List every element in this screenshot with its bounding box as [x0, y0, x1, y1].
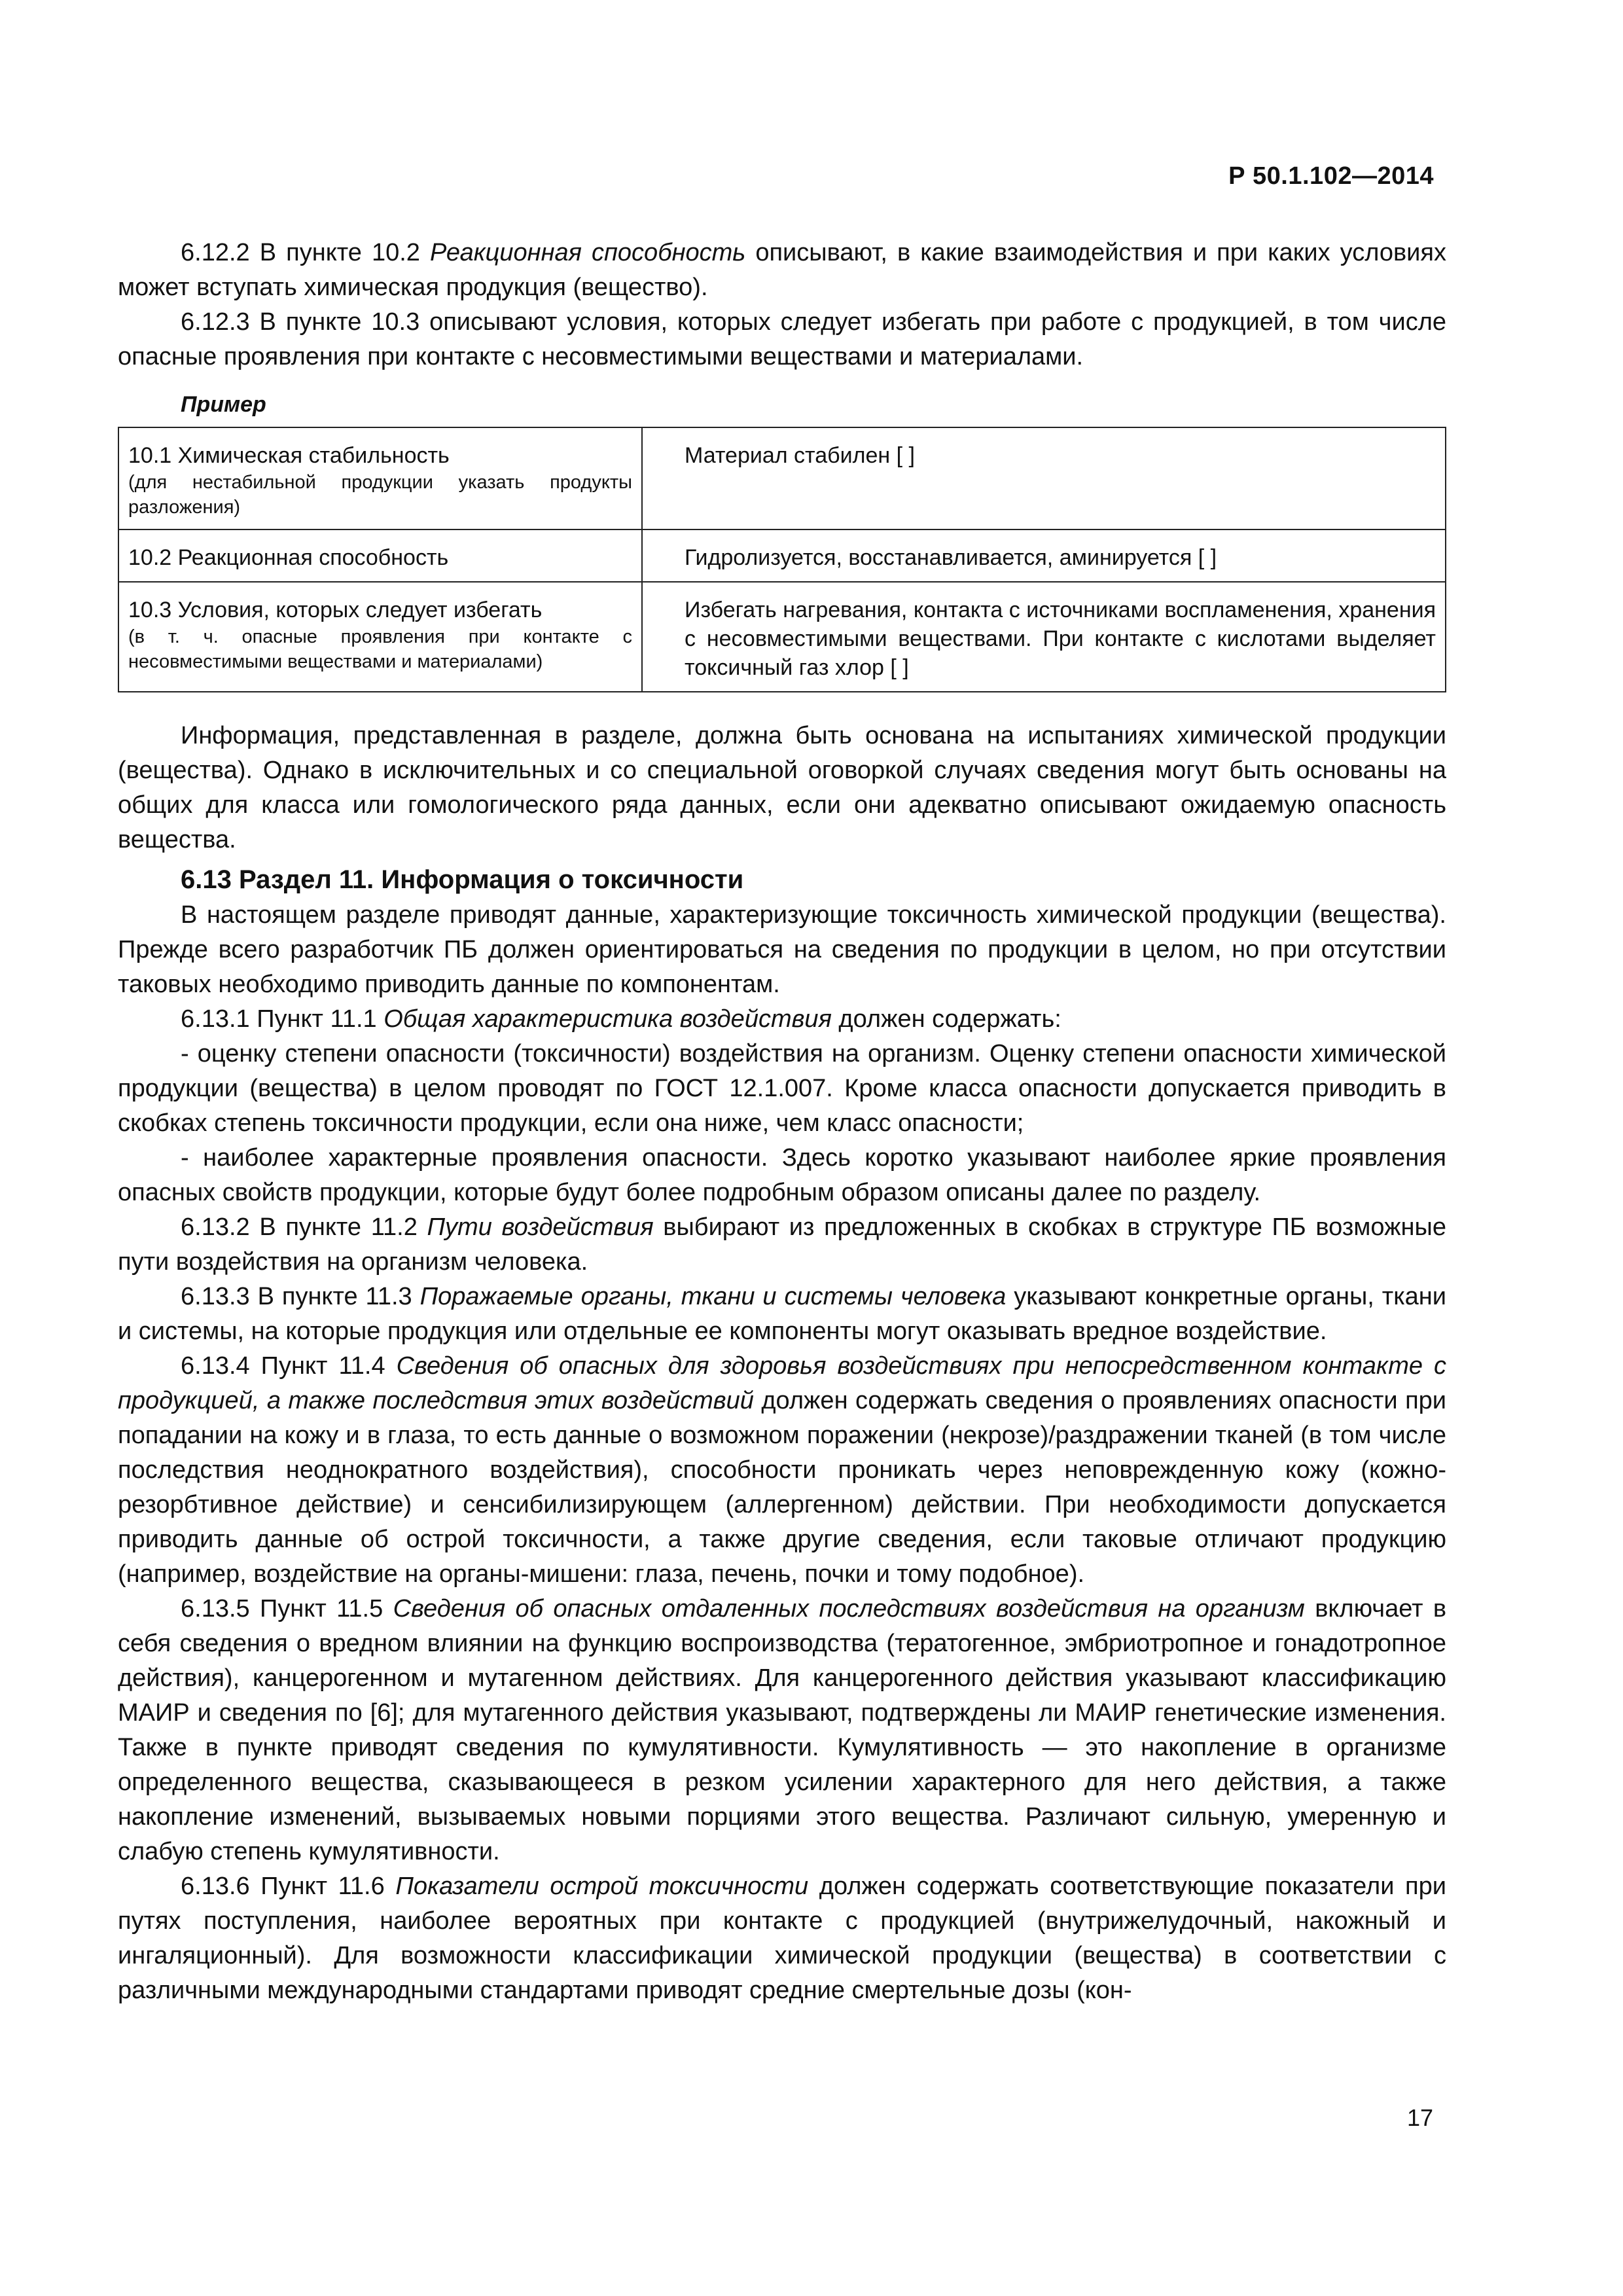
paragraph-italic-term: Показатели острой токсичности [395, 1873, 809, 1900]
paragraph-text: должен содержать: [831, 1005, 1061, 1033]
paragraph-intro [118, 898, 1446, 1002]
paragraph-italic-term: Реакционная способность [429, 239, 746, 266]
paragraph-text: - оценку степени опасности (токсичности) воздействия на организм. Оценку степени опасности химической продукции (вещества) в целом проводят по ГОСТ 12.1.007. Кроме класса опасности допускается приводить в скобках степень токсичности продукции, если она ниже, чем класс опасности; [118, 1040, 1446, 1137]
paragraph-text: - наиболее характерные проявления опасности. Здесь коротко указывают наиболее яркие проявления опасных свойств продукции, которые будут более подробным образом описаны далее по разделу. [118, 1144, 1446, 1206]
paragraph-text: 6.13.4 Пункт 11.4 [181, 1352, 397, 1380]
paragraph-italic-term: Пути воздействия [427, 1213, 654, 1241]
table-cell-left [118, 529, 642, 582]
paragraph-text: В настоящем разделе приводят данные, характеризующие токсичность химической продукции (вещества). Прежде всего разработчик ПБ должен ориентироваться на сведения по продукции в целом, но при отсутствии таковых необходимо приводить данные по компонентам. [118, 901, 1446, 998]
paragraph-italic-term: Общая характеристика воздействия [383, 1005, 832, 1033]
paragraph-6-12-3 [118, 305, 1446, 374]
paragraph-6-12-2 [118, 236, 1446, 305]
paragraph-text: описывают, в какие взаимодействия и при каких условиях может вступать химическая продукция (вещество). [118, 239, 1446, 301]
example-label: Пример [181, 392, 266, 417]
paragraph-6-13-4 [118, 1349, 1446, 1592]
paragraph-text: 6.13.2 В пункте 11.2 [181, 1213, 427, 1241]
paragraph-text: включает в себя сведения о вредном влиянии на функцию воспроизводства (тератогенное, эмбриотропное и гонадотропное действия), канцерогенном и мутагенном действиях. Для канцерогенного действия указывают классификацию МАИР и сведения по [6]; для мутагенного действия указывают, подтверждены ли МАИР генетические изменения. Также в пункте приводят сведения по кумулятивности. Кумулятивность — это накопление в организме определенного вещества, сказывающееся в резком усилении характерного для него действия, а также накопление изменений, вызываемых новыми порциями этого вещества. Различают сильную, умеренную и слабую степень кумулятивности. [118, 1595, 1447, 1865]
list-item [118, 1037, 1446, 1141]
table-cell-main-text: 10.1 Химическая стабильность [128, 443, 450, 468]
page-content [118, 236, 1446, 2008]
page-number: 17 [1406, 2104, 1433, 2131]
paragraph-text: 6.13.5 Пункт 11.5 [181, 1595, 393, 1623]
paragraph-6-13-1 [118, 1002, 1446, 1037]
section-title: 6.13 Раздел 11. Информация о токсичности [181, 865, 744, 894]
table-cell-right: Гидролизуется, восстанавливается, аминируется [ ] [642, 529, 1446, 582]
table-row [118, 529, 1446, 582]
paragraph-info: Информация, представленная в разделе, должна быть основана на испытаниях химической продукции (вещества). Однако в исключительных и со специальной оговоркой случаях сведения могут быть основаны на общих для класса или гомологического ряда данных, если они адекватно описывают ожидаемую опасность вещества. [118, 722, 1446, 853]
paragraph-6-13-3 [118, 1280, 1446, 1349]
example-table [118, 427, 1446, 692]
paragraph-6-13-6 [118, 1869, 1446, 2008]
table-cell-note: (в т. ч. опасные проявления при контакте с несовместимыми веществами и материалами) [128, 626, 632, 672]
paragraph-text: 6.12.3 В пункте 10.3 описывают условия, которых следует избегать при работе с продукцией, в том числе опасные проявления при контакте с несовместимыми веществами и материалами. [118, 308, 1446, 370]
table-cell-left [118, 582, 642, 692]
paragraph-italic-term: Поражаемые органы, ткани и системы человека [419, 1283, 1007, 1310]
table-cell-right: Материал стабилен [ ] [642, 427, 1446, 529]
table-cell-right: Избегать нагревания, контакта с источниками воспламенения, хранения с несовместимыми веществами. При контакте с кислотами выделяет токсичный газ хлор [ ] [642, 582, 1446, 692]
paragraph-text: 6.13.1 Пункт 11.1 [181, 1005, 384, 1033]
paragraph-text: должен содержать сведения о проявлениях опасности при попадании на кожу и в глаза, то есть данные о возможном поражении (некрозе)/раздражении тканей (в том числе последствия неоднократного воздействия), способности проникать через неповрежденную кожу (кожно-резорбтивное действие) и сенсибилизирующем (аллергенном) действии. При необходимости допускается приводить данные об острой токсичности, а также другие сведения, если таковые отличают продукцию (например, воздействие на органы-мишени: глаза, печень, почки и тому подобное). [118, 1387, 1447, 1588]
paragraph-text: 6.13.3 В пункте 11.3 [181, 1283, 420, 1310]
paragraph-text: должен содержать соответствующие показатели при путях поступления, наиболее вероятных при контакте с продукцией (внутрижелудочный, накожный и ингаляционный). Для возможности классификации химической продукции (вещества) в соответствии с различными международными стандартами приводят средние смертельные дозы (кон- [118, 1873, 1446, 2004]
table-cell-main-text: 10.3 Условия, которых следует избегать [128, 598, 543, 622]
paragraph-6-13-2 [118, 1210, 1446, 1280]
table-row [118, 582, 1446, 692]
paragraph-6-13-5 [118, 1592, 1446, 1869]
paragraph-text: 6.13.6 Пункт 11.6 [181, 1873, 396, 1900]
paragraph-text: указывают конкретные органы, ткани и системы, на которые продукция или отдельные ее компоненты могут оказывать вредное воздействие. [118, 1283, 1447, 1345]
paragraph-text: выбирают из предложенных в скобках в структуре ПБ возможные пути воздействия на организм человека. [118, 1213, 1446, 1276]
paragraph-text: 6.12.2 В пункте 10.2 [181, 239, 430, 266]
table-cell-main-text: 10.2 Реакционная способность [128, 545, 449, 570]
document-number: Р 50.1.102—2014 [1228, 162, 1434, 190]
paragraph-italic-term: Сведения об опасных для здоровья воздействиях при непосредственном контакте с продукцией, а также последствия этих воздействий [118, 1352, 1447, 1414]
list-item [118, 1141, 1446, 1210]
paragraph-italic-term: Сведения об опасных отдаленных последствиях воздействия на организм [393, 1595, 1305, 1623]
table-cell-left [118, 427, 642, 529]
table-cell-note: (для нестабильной продукции указать продукты разложения) [128, 472, 632, 518]
table-row [118, 427, 1446, 529]
